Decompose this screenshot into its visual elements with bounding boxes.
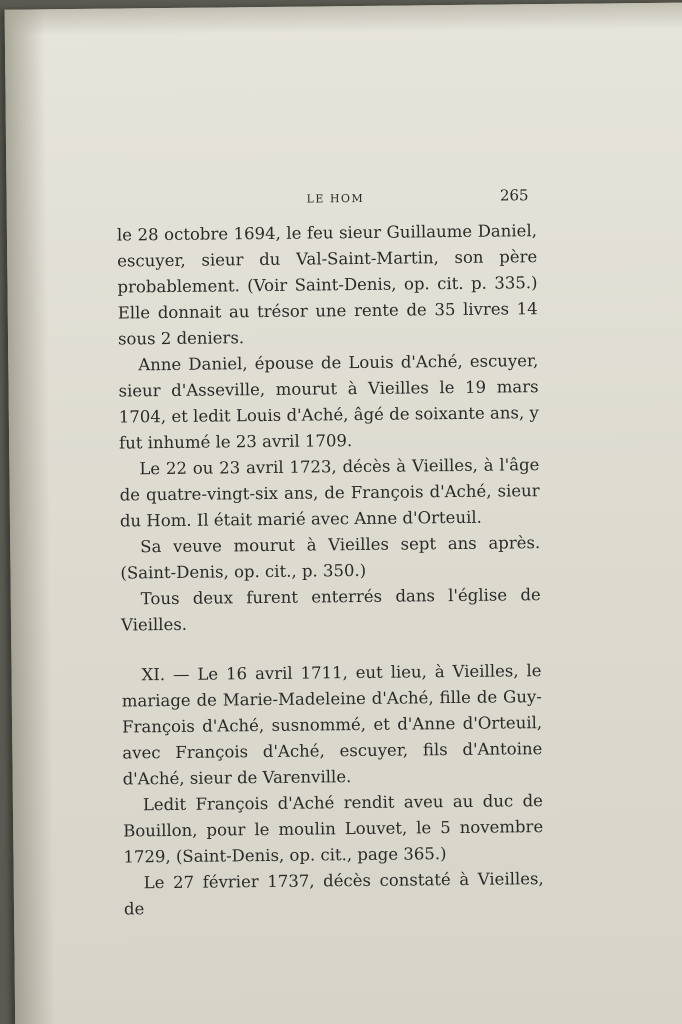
paragraph-4: Sa veuve mourut à Vieilles sept ans après. (Saint-Denis, op. cit., p. 350.) bbox=[120, 533, 541, 583]
paragraph-section-xi: XI. — Le 16 avril 1711, eut lieu, à Vieilles, le mariage de Marie-Madeleine d'Aché, fille de Guy-François d'Aché, susnommé, et d'Anne d'Orteuil, avec François d'Aché, escuyer, fils d'Antoine d'Aché, sieur de Varenville. bbox=[121, 661, 543, 789]
paragraph-7: Ledit François d'Aché rendit aveu au duc de Bouillon, pour le moulin Louvet, le 5 novembre 1729, (Saint-Denis, op. cit., page 365.) bbox=[123, 791, 544, 867]
paragraph-8: Le 27 février 1737, décès constaté à Vieilles, de bbox=[123, 869, 544, 919]
paragraph-3: Le 22 ou 23 avril 1723, décès à Vieilles, à l'âge de quatre-vingt-six ans, de François d'Aché, sieur du Hom. Il était marié avec Anne d'Orteuil. bbox=[119, 455, 540, 531]
page-number: 265 bbox=[499, 186, 529, 205]
paragraph-2: Anne Daniel, épouse de Louis d'Aché, escuyer, sieur d'Asseville, mourut à Vieilles le 19 mars 1704, et ledit Louis d'Aché, âgé de soixante ans, y fut inhumé le 23 avril 1709. bbox=[118, 351, 539, 453]
running-head bbox=[116, 184, 536, 218]
book-page bbox=[5, 2, 682, 1024]
page-gutter-shadow bbox=[5, 9, 56, 1024]
page-top-edge bbox=[5, 2, 682, 35]
paragraph-5: Tous deux furent enterrés dans l'église de Vieilles. bbox=[120, 585, 541, 635]
paragraph-1: le 28 octobre 1694, le feu sieur Guillaume Daniel, escuyer, sieur du Val-Saint-Martin, son père probablement. (Voir Saint-Denis, op. cit. p. 335.) Elle donnait au trésor une rente de 35 livres 14 sous 2 deniers. bbox=[116, 221, 538, 349]
running-title: LE HOM bbox=[306, 191, 365, 206]
page-content bbox=[116, 184, 544, 922]
